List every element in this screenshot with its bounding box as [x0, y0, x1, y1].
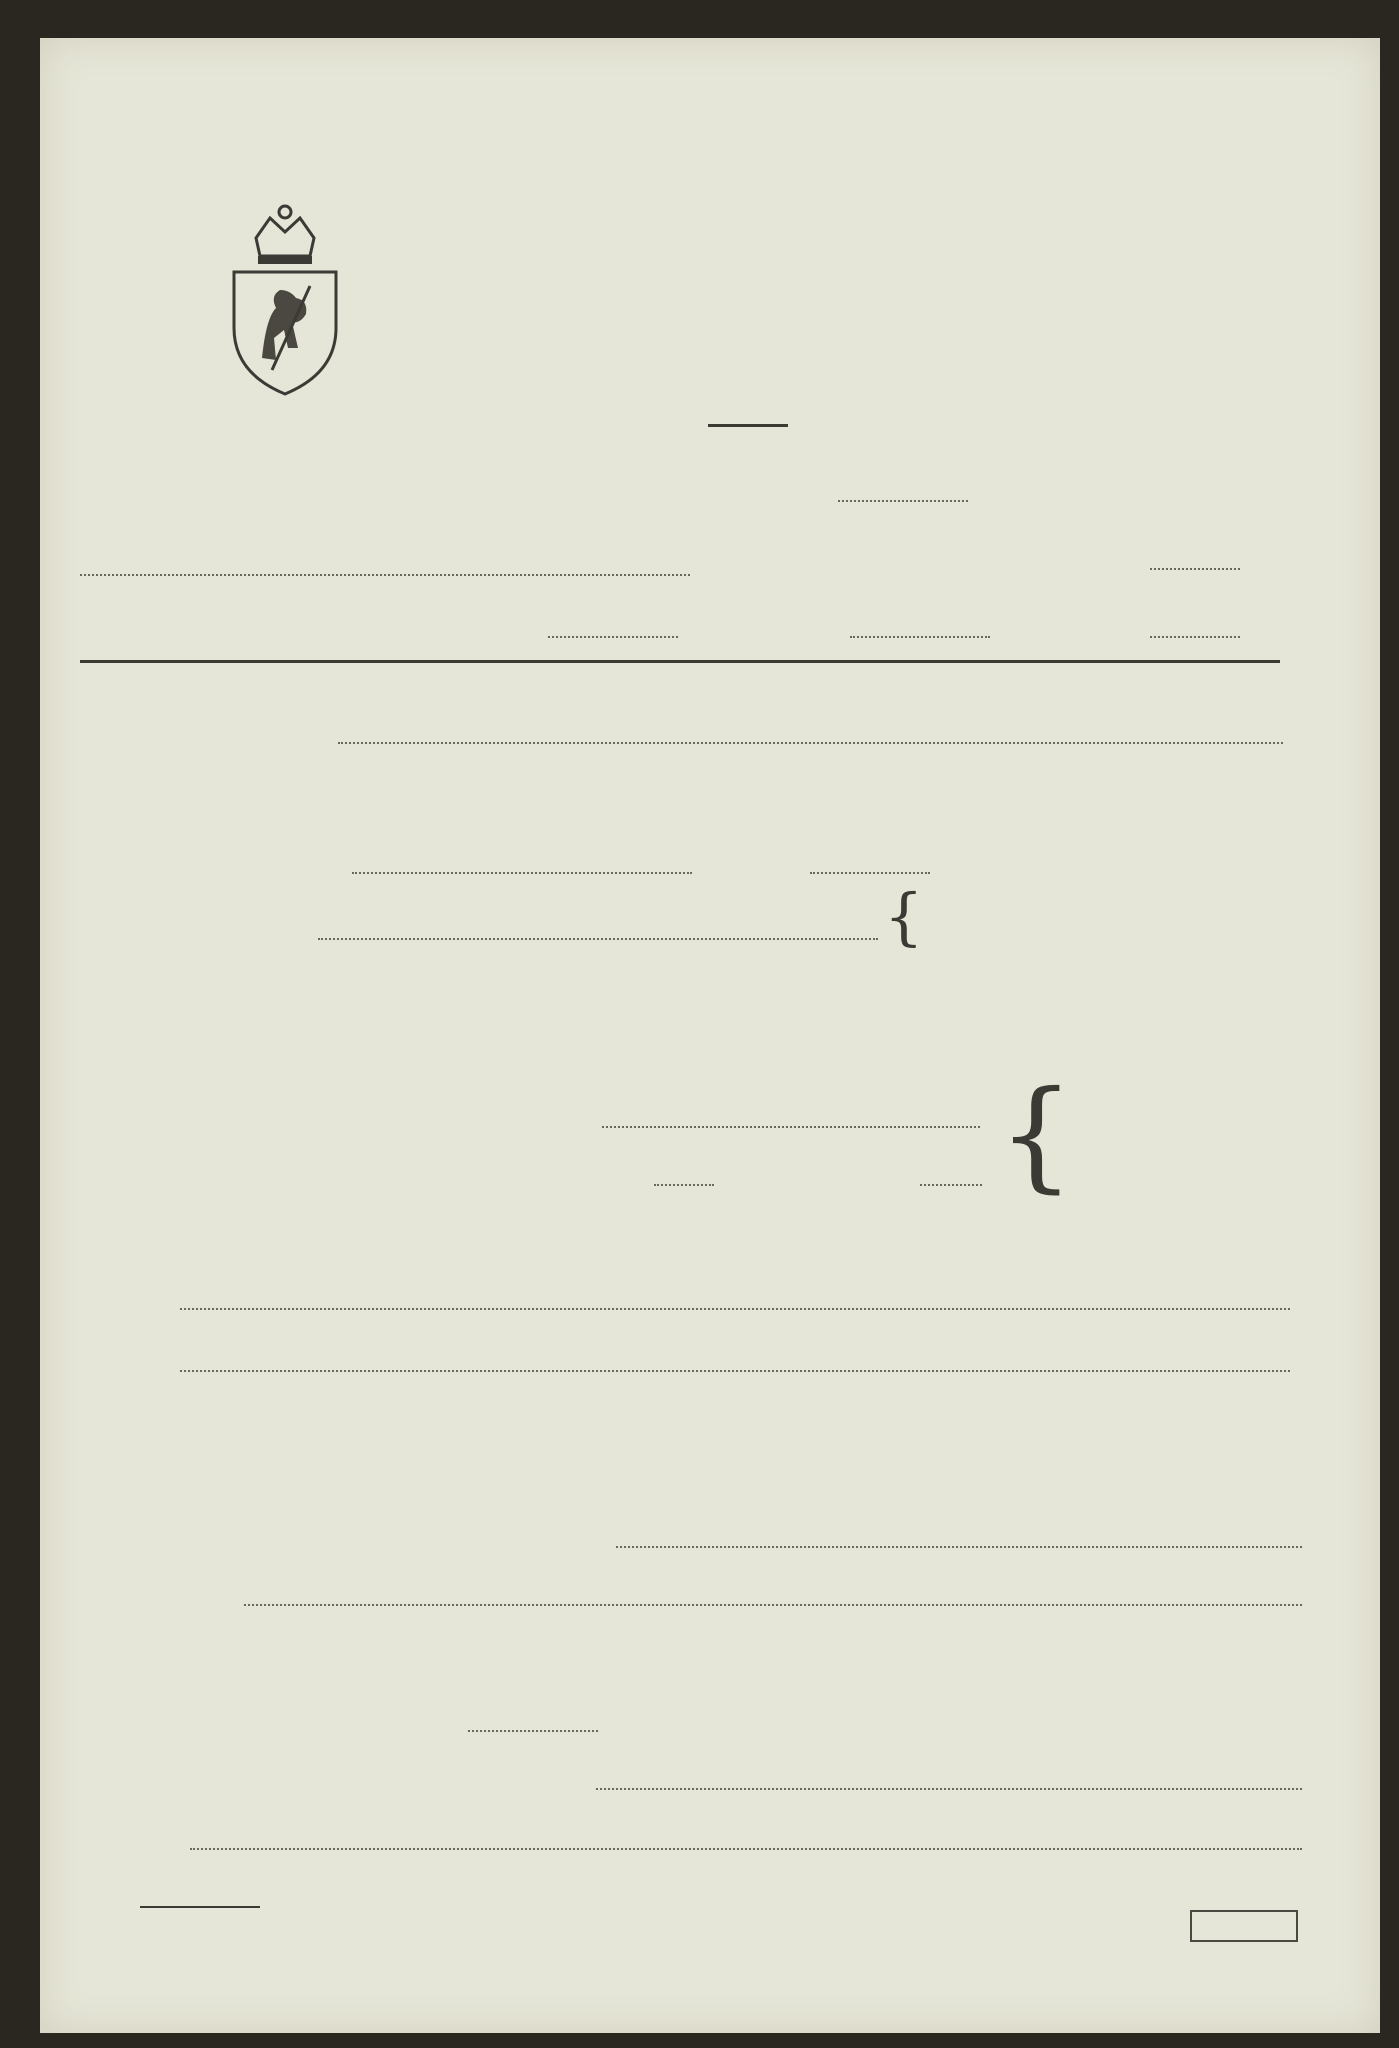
- q4-brace: {: [884, 880, 924, 953]
- norwegian-coat-of-arms-icon: [226, 198, 344, 398]
- q5b-married-line: [602, 1126, 980, 1128]
- q7a-line2: [244, 1604, 1302, 1606]
- personseddel-line: [838, 500, 968, 502]
- q5b-brace: {: [998, 1066, 1075, 1205]
- q3-line: [352, 872, 692, 874]
- q8-line1: [596, 1788, 1302, 1790]
- q1-line: [338, 742, 1283, 744]
- bruks-line: [1150, 636, 1240, 638]
- q7b-line: [468, 1730, 598, 1732]
- alive-line: [920, 1184, 982, 1186]
- title-divider: [708, 424, 788, 427]
- q4-line: [318, 938, 878, 940]
- gards-line: [850, 636, 990, 638]
- q7a-line1: [616, 1546, 1302, 1548]
- footnote-divider: [140, 1906, 260, 1908]
- year-line: [810, 872, 930, 874]
- tellingskrets-line: [1150, 568, 1240, 570]
- printer-stamp-icon: [1190, 1910, 1298, 1942]
- q8-line2: [190, 1848, 1302, 1850]
- hus-line: [548, 636, 678, 638]
- header-divider: [80, 660, 1280, 663]
- q6-line1: [180, 1308, 1290, 1310]
- q6-line2: [180, 1370, 1290, 1372]
- herred-line: [80, 574, 690, 576]
- children-line: [654, 1184, 714, 1186]
